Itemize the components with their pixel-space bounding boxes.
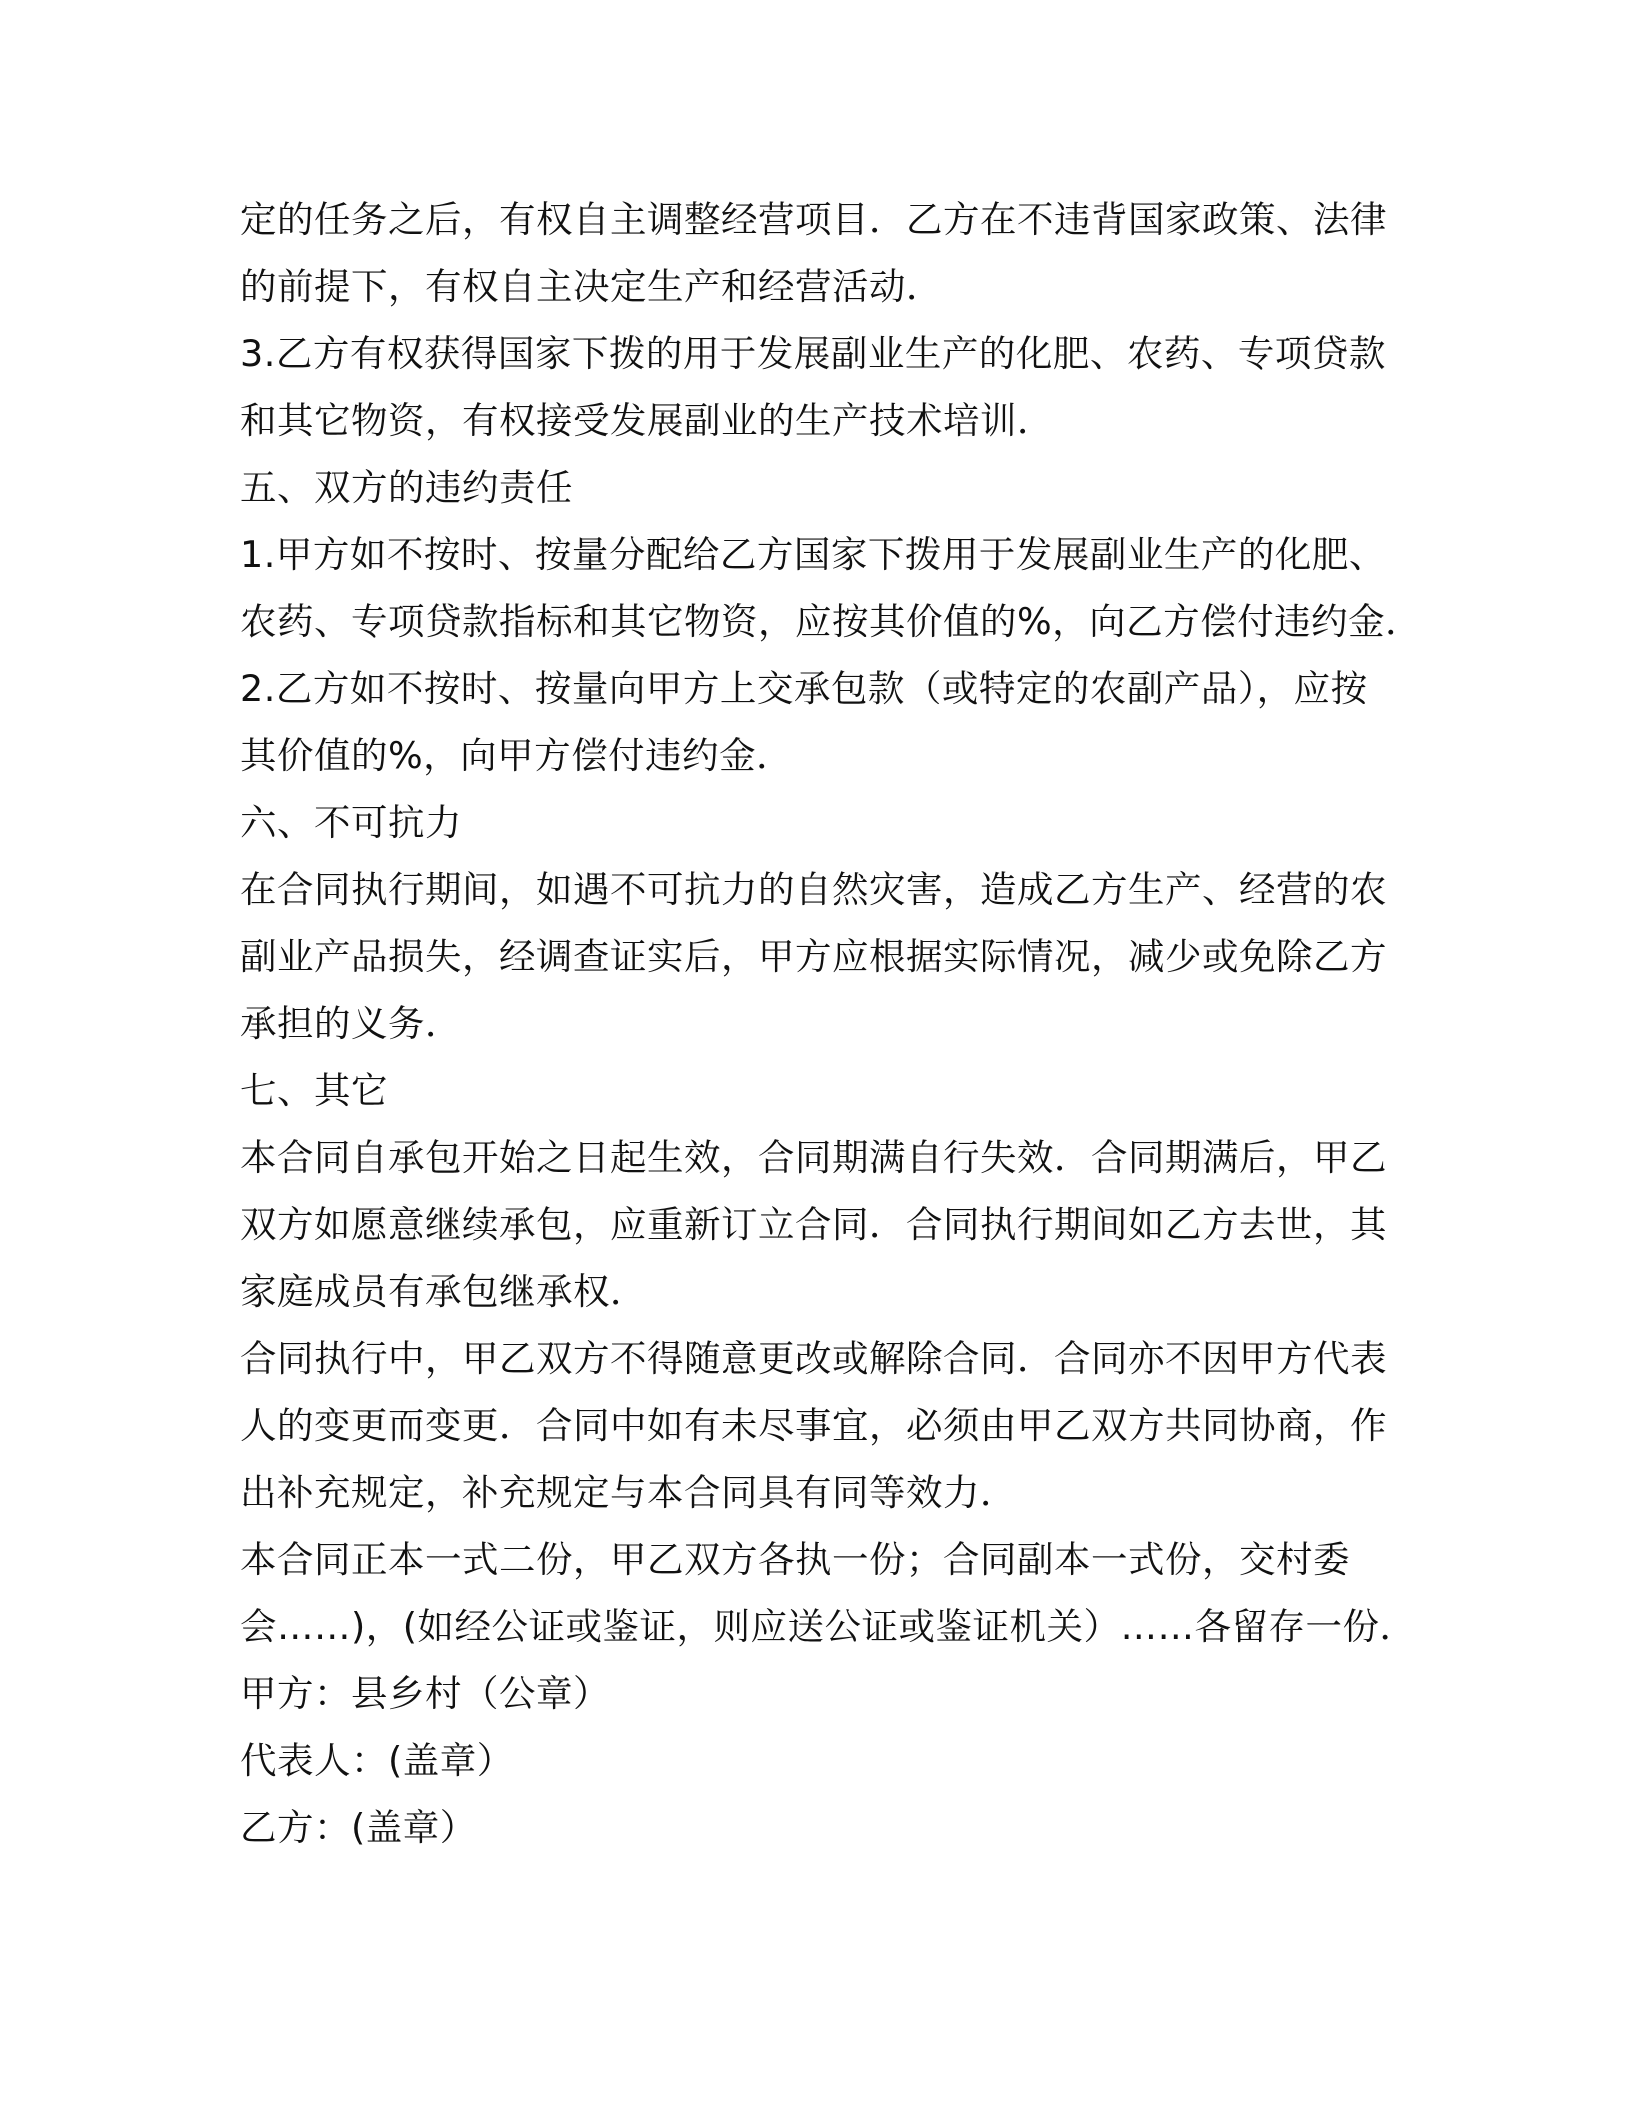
text-line: 家庭成员有承包继承权． [240, 1270, 647, 1313]
text-line: 在合同执行期间，如遇不可抗力的自然灾害，造成乙方生产、经营的农 [240, 868, 1387, 911]
text-line: 的前提下，有权自主决定生产和经营活动． [240, 265, 943, 308]
signature-line [240, 1794, 1390, 1861]
text-line: 代表人：(盖章） [240, 1739, 514, 1782]
text-line: 和其它物资，有权接受发展副业的生产技术培训． [240, 399, 1054, 442]
text-line: 2.乙方如不按时、按量向甲方上交承包款（或特定的农副产品），应按 [240, 667, 1368, 710]
contract-paragraph [240, 320, 1390, 454]
contract-paragraph [240, 1325, 1390, 1526]
section-heading [240, 789, 1390, 856]
text-line: 人的变更而变更．合同中如有未尽事宜，必须由甲乙双方共同协商，作 [240, 1404, 1387, 1447]
contract-paragraph [240, 655, 1390, 789]
text-line: 承担的义务． [240, 1002, 462, 1045]
text-line: 农药、专项贷款指标和其它物资，应按其价值的%，向乙方偿付违约金． [240, 600, 1423, 643]
text-line: 甲方：县乡村（公章） [240, 1672, 610, 1715]
text-line: 六、不可抗力 [240, 801, 462, 844]
text-line: 其价值的%，向甲方偿付违约金． [240, 734, 794, 777]
contract-paragraph [240, 186, 1390, 320]
text-line: 本合同正本一式二份，甲乙双方各执一份；合同副本一式份，交村委 [240, 1538, 1350, 1581]
text-line: 合同执行中，甲乙双方不得随意更改或解除合同．合同亦不因甲方代表 [240, 1337, 1387, 1380]
document-page [240, 186, 1423, 1861]
text-line: 七、其它 [240, 1069, 388, 1112]
contract-paragraph [240, 1124, 1390, 1325]
text-line: 1.甲方如不按时、按量分配给乙方国家下拨用于发展副业生产的化肥、 [240, 533, 1386, 576]
text-line: 本合同自承包开始之日起生效，合同期满自行失效．合同期满后，甲乙 [240, 1136, 1387, 1179]
text-line: 五、双方的违约责任 [240, 466, 573, 509]
text-line: 会……)，(如经公证或鉴证，则应送公证或鉴证机关）……各留存一份． [240, 1605, 1417, 1648]
text-line: 双方如愿意继续承包，应重新订立合同．合同执行期间如乙方去世，其 [240, 1203, 1387, 1246]
signature-line [240, 1660, 1390, 1727]
signature-line [240, 1727, 1390, 1794]
section-heading [240, 1057, 1390, 1124]
section-heading [240, 454, 1390, 521]
contract-paragraph [240, 1526, 1417, 1660]
text-line: 3.乙方有权获得国家下拨的用于发展副业生产的化肥、农药、专项贷款 [240, 332, 1386, 375]
contract-paragraph [240, 856, 1390, 1057]
contract-paragraph [240, 521, 1423, 655]
text-line: 副业产品损失，经调查证实后，甲方应根据实际情况，减少或免除乙方 [240, 935, 1387, 978]
text-line: 出补充规定，补充规定与本合同具有同等效力． [240, 1471, 1017, 1514]
text-line: 定的任务之后，有权自主调整经营项目．乙方在不违背国家政策、法律 [240, 198, 1387, 241]
text-line: 乙方：(盖章） [240, 1806, 477, 1849]
